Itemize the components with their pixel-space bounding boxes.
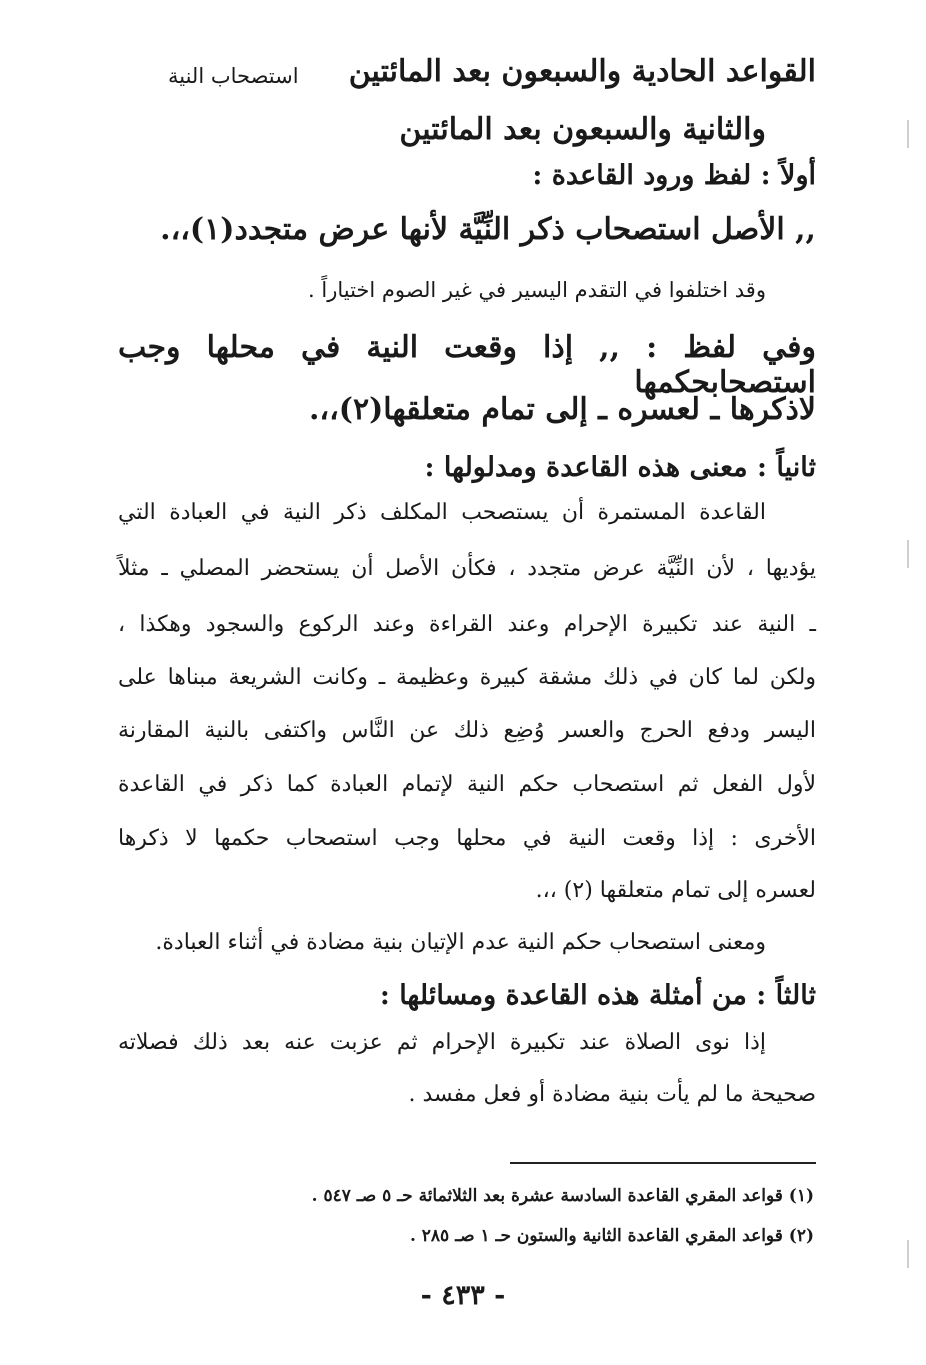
- meaning-line: اليسر ودفع الحرج والعسر وُضِع ذلك عن النَّاس واكتفى بالنية المقارنة: [118, 718, 816, 743]
- example-line: صحيحة ما لم يأت بنية مضادة أو فعل مفسد .: [408, 1082, 816, 1107]
- meaning-line: ولكن لما كان في ذلك مشقة كبيرة وعظيمة ـ وكانت الشريعة مبناها على: [118, 665, 816, 690]
- meaning-line: ـ النية عند تكبيرة الإحرام وعند القراءة وعند الركوع والسجود وهكذا ،: [118, 612, 816, 637]
- scan-margin-mark: [907, 120, 909, 148]
- header-subject: استصحاب النية: [168, 64, 299, 88]
- page-number: - ٤٣٣ -: [420, 1280, 506, 1311]
- footnote-2: (٢) قواعد المقري القاعدة الثانية والستون حـ ١ صـ ٢٨٥ .: [409, 1226, 814, 1246]
- footnote-separator: [510, 1162, 816, 1164]
- header-title: القواعد الحادية والسبعون بعد المائتين: [348, 54, 816, 89]
- meaning-line: لأول الفعل ثم استصحاب حكم النية لإتمام العبادة كما ذكر في القاعدة: [118, 772, 816, 797]
- rule-quote-2-line-2: لاذكرها ـ لعسره ـ إلى تمام متعلقها(٢)،،.: [308, 392, 816, 427]
- scan-margin-mark: [907, 540, 909, 568]
- example-line: إذا نوى الصلاة عند تكبيرة الإحرام ثم عزبت عنه بعد ذلك فصلاته: [118, 1030, 766, 1055]
- section-heading-2: ثانياً : معنى هذه القاعدة ومدلولها :: [424, 452, 816, 483]
- meaning-line: الأخرى : إذا وقعت النية في محلها وجب استصحاب حكمها لا ذكرها: [118, 826, 816, 851]
- scan-margin-mark: [907, 1240, 909, 1268]
- section-heading-1: أولاً : لفظ ورود القاعدة :: [532, 160, 816, 191]
- title-line-2: والثانية والسبعون بعد المائتين: [399, 112, 766, 147]
- rule-quote-2-line-1: وفي لفظ : ,, إذا وقعت النية في محلها وجب استصحابحكمها: [118, 330, 816, 400]
- meaning-line: القاعدة المستمرة أن يستصحب المكلف ذكر النية في العبادة التي: [118, 500, 766, 525]
- meaning-line: يؤديها ، لأن النِّيَّة عرض متجدد ، فكأن الأصل أن يستحضر المصلي ـ مثلاً: [118, 556, 816, 581]
- meaning-line: لعسره إلى تمام متعلقها (٢) ،،.: [535, 878, 816, 903]
- section-heading-3: ثالثاً : من أمثلة هذه القاعدة ومسائلها :: [379, 980, 816, 1011]
- disagreement-note: وقد اختلفوا في التقدم اليسير في غير الصوم اختياراً .: [308, 278, 766, 302]
- rule-quote: ,, الأصل استصحاب ذكر النِّيَّة لأنها عرض متجدد(١)،،.: [160, 212, 816, 247]
- footnote-1: (١) قواعد المقري القاعدة السادسة عشرة بعد الثلاثمائة حـ ٥ صـ ٥٤٧ .: [311, 1186, 814, 1206]
- meaning-summary: ومعنى استصحاب حكم النية عدم الإتيان بنية مضادة في أثناء العبادة.: [155, 930, 766, 955]
